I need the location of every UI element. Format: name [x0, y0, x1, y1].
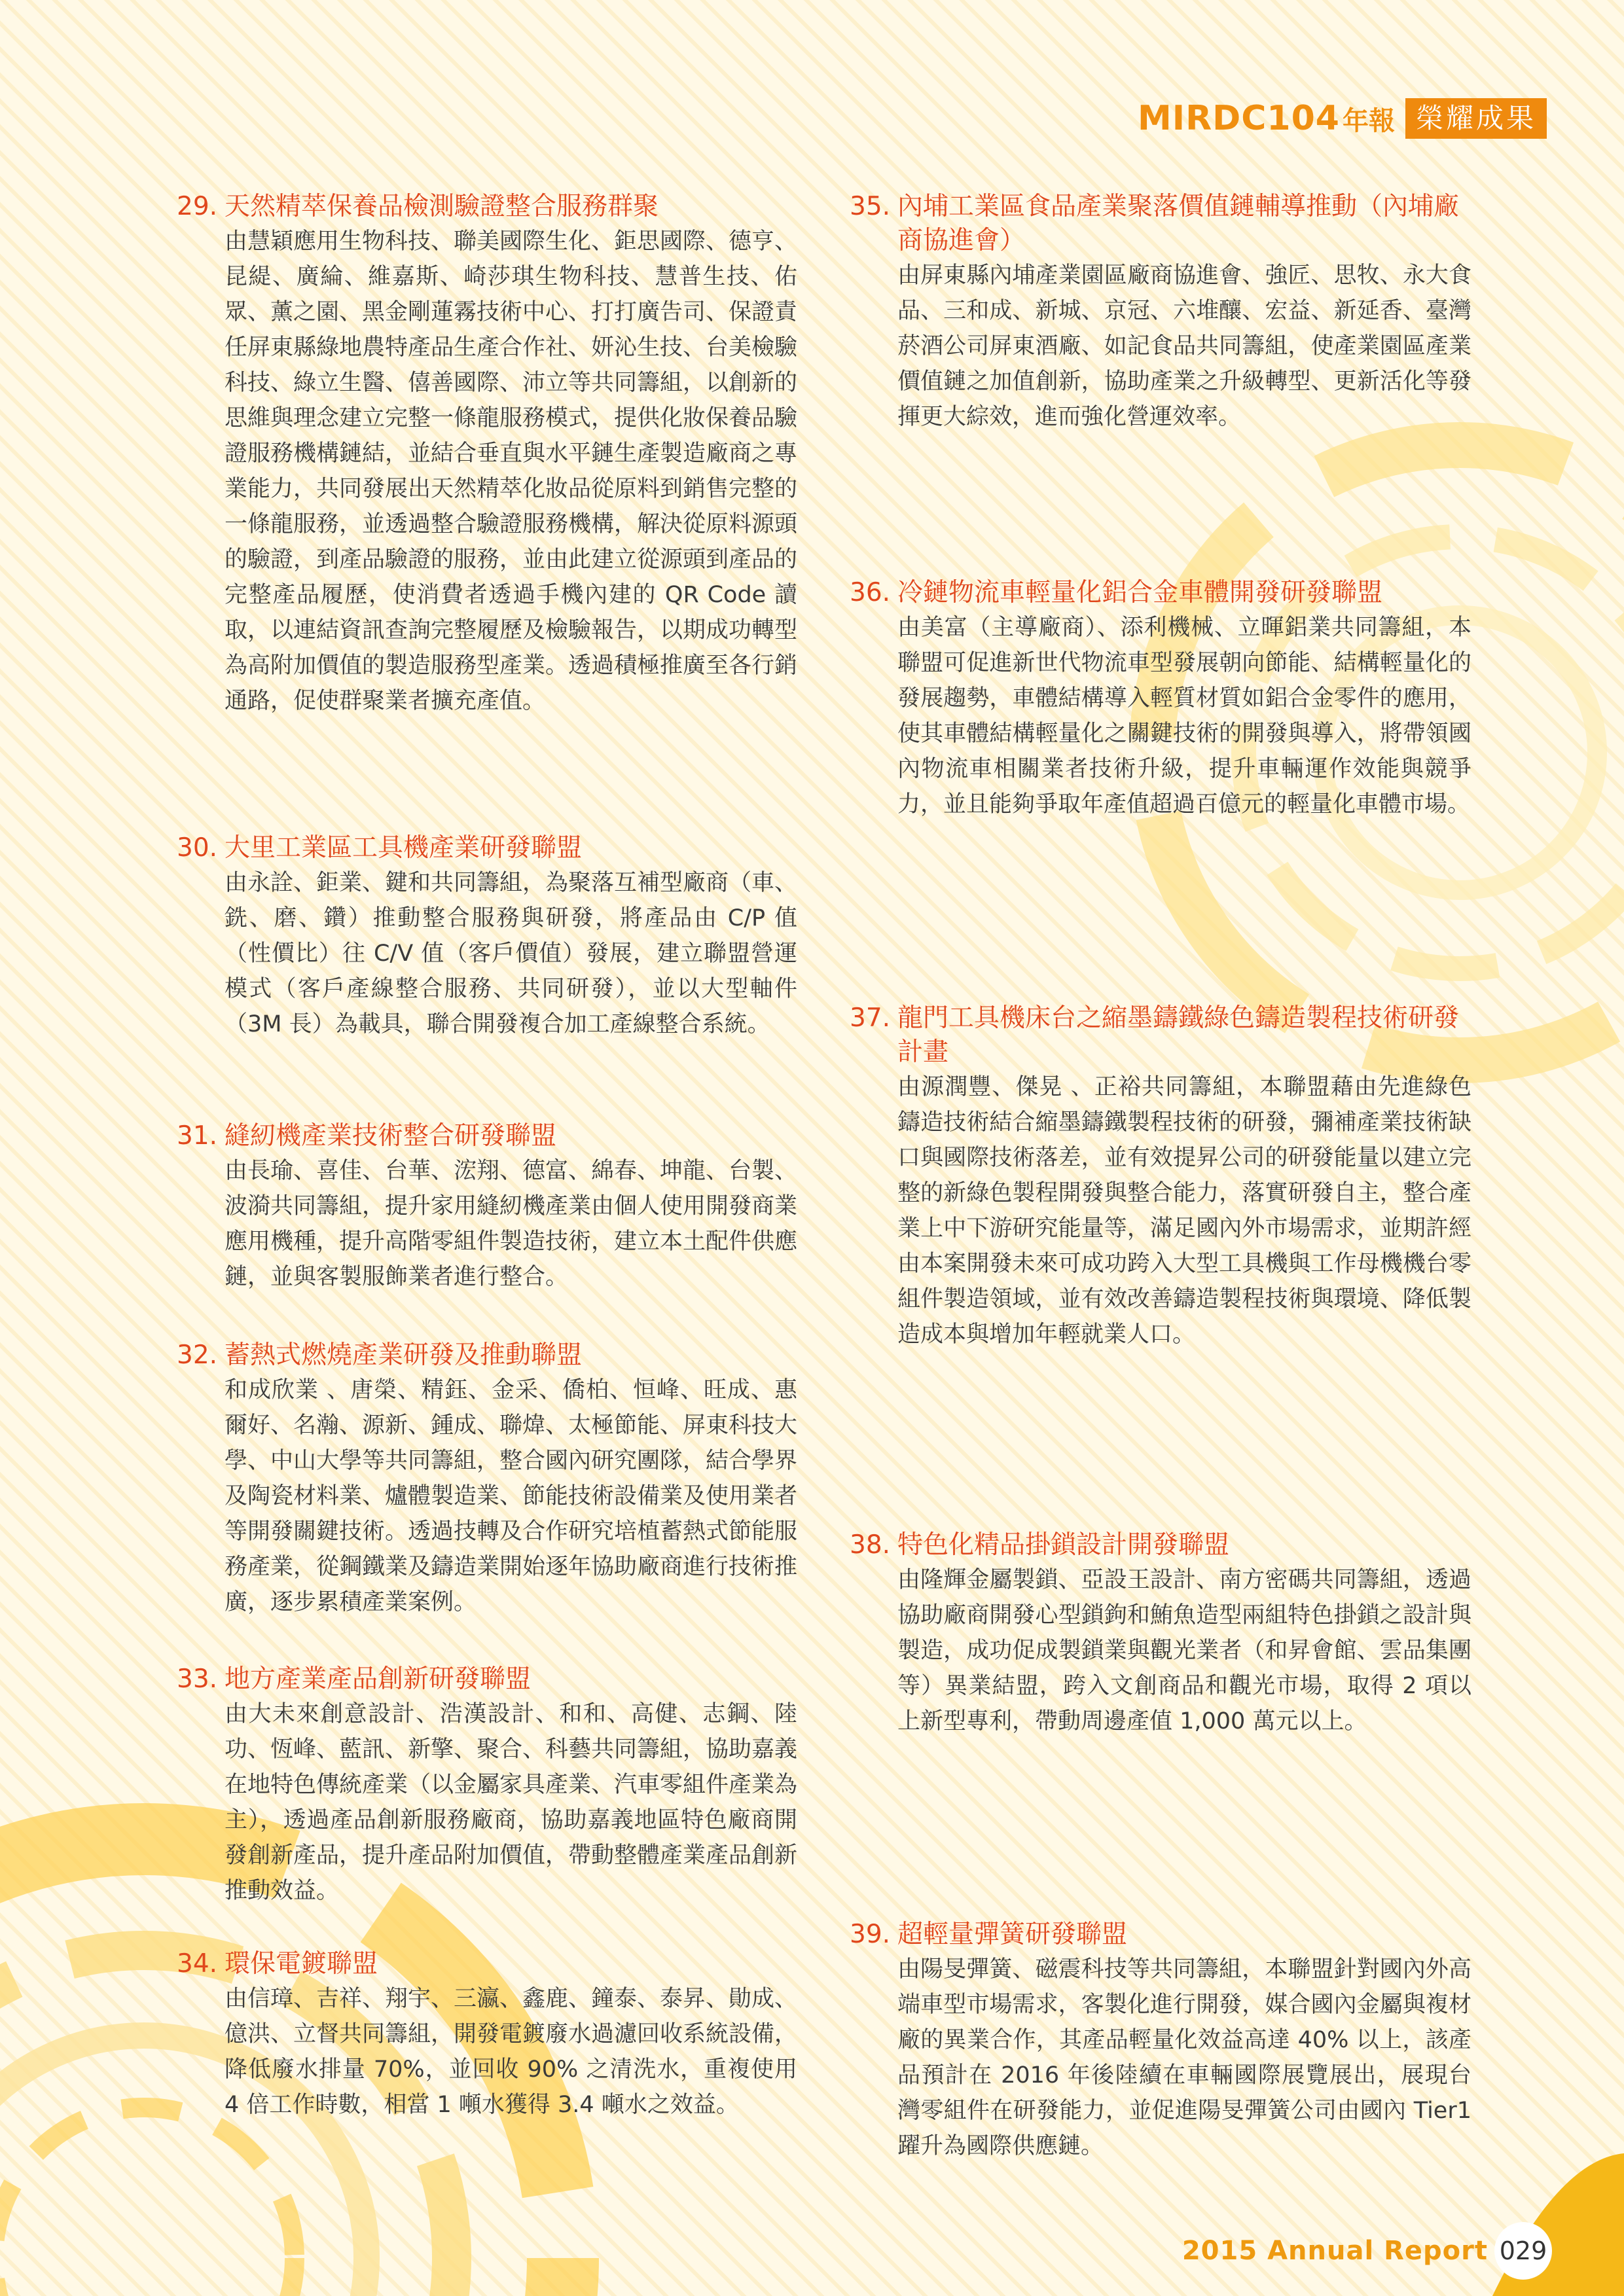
- page-number: 029: [1494, 2222, 1552, 2280]
- item-body: 由永詮、鉅業、鍵和共同籌組，為聚落互補型廠商（車、銑、磨、鑽）推動整合服務與研發，將產品由 C/P 值（性價比）往 C/V 值（客戶價值）發展，建立聯盟營運模式（客戶產線整合服務、共同研發），並以大型軸件（3M 長）為載具，聯合開發複合加工產線整合系統。: [225, 870, 798, 1037]
- item-heading: 地方產業產品創新研發聯盟: [225, 1664, 532, 1694]
- item-title: [850, 190, 1471, 258]
- item-body: 由慧穎應用生物科技、聯美國際生化、鉅思國際、德亨、昆緹、廣綸、維嘉斯、崎莎琪生物科技、慧普生技、佑眾、薰之園、黑金剛蓮霧技術中心、打打廣告司、保證責任屏東縣綠地農特產品生產合作社、妍沁生技、台美檢驗科技、綠立生醫、僖善國際、沛立等共同籌組，以創新的思維與理念建立完整一條龍服務模式，提供化妝保養品驗證服務機構鏈結，並結合垂直與水平鏈生產製造廠商之專業能力，共同發展出天然精萃化妝品從原料到銷售完整的一條龍服務，並透過整合驗證服務機構，解決從原料源頭的驗證，到產品驗證的服務，並由此建立從源頭到產品的完整產品履歷，使消費者透過手機內建的 QR Code 讀取，以連結資訊查詢完整履歷及檢驗報告，以期成功轉型為高附加價值的製造服務型產業。透過積極推廣至各行銷通路，促使群聚業者擴充產值。: [225, 228, 798, 714]
- item-heading: 環保電鍍聯盟: [225, 1949, 378, 1979]
- page-header: [1138, 98, 1547, 139]
- item-heading: 龍門工具機床台之縮墨鑄鐵綠色鑄造製程技術研發計畫: [897, 1003, 1460, 1067]
- annual-report-label: 2015 Annual Report: [1182, 2236, 1488, 2266]
- item-number: 38.: [850, 1530, 891, 1560]
- brand-title: MIRDC104: [1137, 99, 1340, 138]
- item-heading: 內埔工業區食品產業聚落價值鏈輔導推動（內埔廠商協進會）: [897, 192, 1460, 255]
- item-body: 由陽旻彈簧、磁震科技等共同籌組，本聯盟針對國內外高端車型市場需求，客製化進行開發，媒合國內金屬與複材廠的異業合作，其產品輕量化效益高達 40% 以上，該產品預計在 2016 年後陸續在車輛國際展覽展出，展現台灣零組件在研發能力，並促進陽旻彈簧公司由國內 Tier1 躍升為國際供應鏈。: [897, 1956, 1471, 2159]
- item-heading: 大里工業區工具機產業研發聯盟: [225, 833, 583, 863]
- item-body: 由大未來創意設計、浩漢設計、和和、高健、志鋼、陸功、恆峰、藍訊、新擎、聚合、科藝共同籌組，協助嘉義在地特色傳統產業（以金屬家具產業、汽車零組件產業為主），透過產品創新服務廠商，協助嘉義地區特色廠商開發創新產品，提升產品附加價值，帶動整體產業產品創新推動效益。: [225, 1701, 798, 1904]
- item-heading: 蓄熱式燃燒產業研發及推動聯盟: [225, 1340, 583, 1370]
- item-body: 由信璋、吉祥、翔宇、三瀛、鑫鹿、鐘泰、泰昇、勛成、億洪、立督共同籌組，開發電鍍廢水過濾回收系統設備，降低廢水排量 70%，並回收 90% 之清洗水，重複使用 4 倍工作時數，相當 1 噸水獲得 3.4 噸水之效益。: [225, 1986, 798, 2118]
- item-title: [177, 190, 797, 224]
- item-number: 31.: [177, 1121, 218, 1151]
- item-number: 35.: [850, 192, 891, 221]
- item-body: 由隆輝金屬製鎖、亞設王設計、南方密碼共同籌組，透過協助廠商開發心型鎖鉤和鮪魚造型兩組特色掛鎖之設計與製造，成功促成製鎖業與觀光業者（和昇會館、雲品集團等）異業結盟，跨入文創商品和觀光市場，取得 2 項以上新型專利，帶動周邊產值 1,000 萬元以上。: [897, 1567, 1471, 1734]
- item-title: [177, 831, 797, 865]
- item-35: [850, 190, 1471, 435]
- item-31: [177, 1119, 797, 1295]
- item-title: [177, 1662, 797, 1696]
- item-body: 由長瑜、喜佳、台華、浤翔、德富、綿春、坤龍、台製、波漪共同籌組，提升家用縫紉機產業由個人使用開發商業應用機種，提升高階零組件製造技術，建立本土配件供應鏈，並與客製服飾業者進行整合。: [225, 1158, 798, 1290]
- item-34: [177, 1947, 797, 2123]
- item-body: 由美富（主導廠商）、添利機械、立暉鋁業共同籌組，本聯盟可促進新世代物流車型發展朝向節能、結構輕量化的發展趨勢，車體結構導入輕質材質如鋁合金零件的應用，使其車體結構輕量化之關鍵技術的開發與導入，將帶領國內物流車相關業者技術升級，提升車輛運作效能與競爭力，並且能夠爭取年產值超過百億元的輕量化車體市場。: [897, 615, 1471, 817]
- item-number: 39.: [850, 1920, 891, 1949]
- item-32: [177, 1338, 797, 1620]
- item-body: 和成欣業 、唐榮、精鈺、金采、僑柏、恒峰、旺成、惠爾好、名瀚、源新、鍾成、聯煒、太極節能、屏東科技大學、中山大學等共同籌組，整合國內研究團隊，結合學界及陶瓷材料業、爐體製造業、節能技術設備業及使用業者等開發關鍵技術。透過技轉及合作研究培植蓄熱式節能服務產業，從鋼鐵業及鑄造業開始逐年協助廠商進行技術推廣，逐步累積產業案例。: [225, 1377, 798, 1615]
- item-29: [177, 190, 797, 719]
- item-number: 34.: [177, 1949, 218, 1979]
- item-number: 33.: [177, 1664, 218, 1694]
- item-title: [850, 1528, 1471, 1562]
- item-heading: 冷鏈物流車輕量化鋁合金車體開發研發聯盟: [897, 578, 1383, 607]
- item-38: [850, 1528, 1471, 1739]
- item-36: [850, 576, 1471, 822]
- item-number: 36.: [850, 578, 891, 607]
- item-heading: 特色化精品掛鎖設計開發聯盟: [897, 1530, 1230, 1560]
- item-title: [850, 576, 1471, 610]
- page-footer: [1182, 2222, 1552, 2280]
- item-33: [177, 1662, 797, 1909]
- item-title: [850, 1918, 1471, 1952]
- item-body: 由屏東縣內埔產業園區廠商協進會、強匠、思牧、永大食品、三和成、新城、京冠、六堆釀、宏益、新延香、臺灣菸酒公司屏東酒廠、如記食品共同籌組，使產業園區產業價值鏈之加值創新，協助產業之升級轉型、更新活化等發揮更大綜效，進而強化營運效率。: [897, 262, 1471, 430]
- item-number: 32.: [177, 1340, 218, 1370]
- item-39: [850, 1918, 1471, 2164]
- item-number: 37.: [850, 1003, 891, 1033]
- item-body: 由源潤豐、傑晃 、正裕共同籌組，本聯盟藉由先進綠色鑄造技術結合縮墨鑄鐵製程技術的研發，彌補產業技術缺口與國際技術落差，並有效提昇公司的研發能量以建立完整的新綠色製程開發與整合能力，落實研發自主，整合產業上中下游研究能量等，滿足國內外市場需求，並期許經由本案開發未來可成功跨入大型工具機與工作母機機台零組件製造領域，並有效改善鑄造製程技術與環境、降低製造成本與增加年輕就業人口。: [897, 1074, 1471, 1348]
- item-heading: 縫紉機產業技術整合研發聯盟: [225, 1121, 557, 1151]
- brand-suffix: 年報: [1342, 105, 1395, 136]
- item-title: [177, 1947, 797, 1981]
- item-30: [177, 831, 797, 1042]
- item-number: 30.: [177, 833, 218, 863]
- item-title: [177, 1119, 797, 1153]
- item-heading: 天然精萃保養品檢測驗證整合服務群聚: [225, 192, 659, 221]
- item-title: [850, 1001, 1471, 1069]
- item-37: [850, 1001, 1471, 1352]
- section-badge: 榮耀成果: [1405, 98, 1547, 139]
- item-number: 29.: [177, 192, 218, 221]
- item-title: [177, 1338, 797, 1372]
- item-heading: 超輕量彈簧研發聯盟: [897, 1920, 1128, 1949]
